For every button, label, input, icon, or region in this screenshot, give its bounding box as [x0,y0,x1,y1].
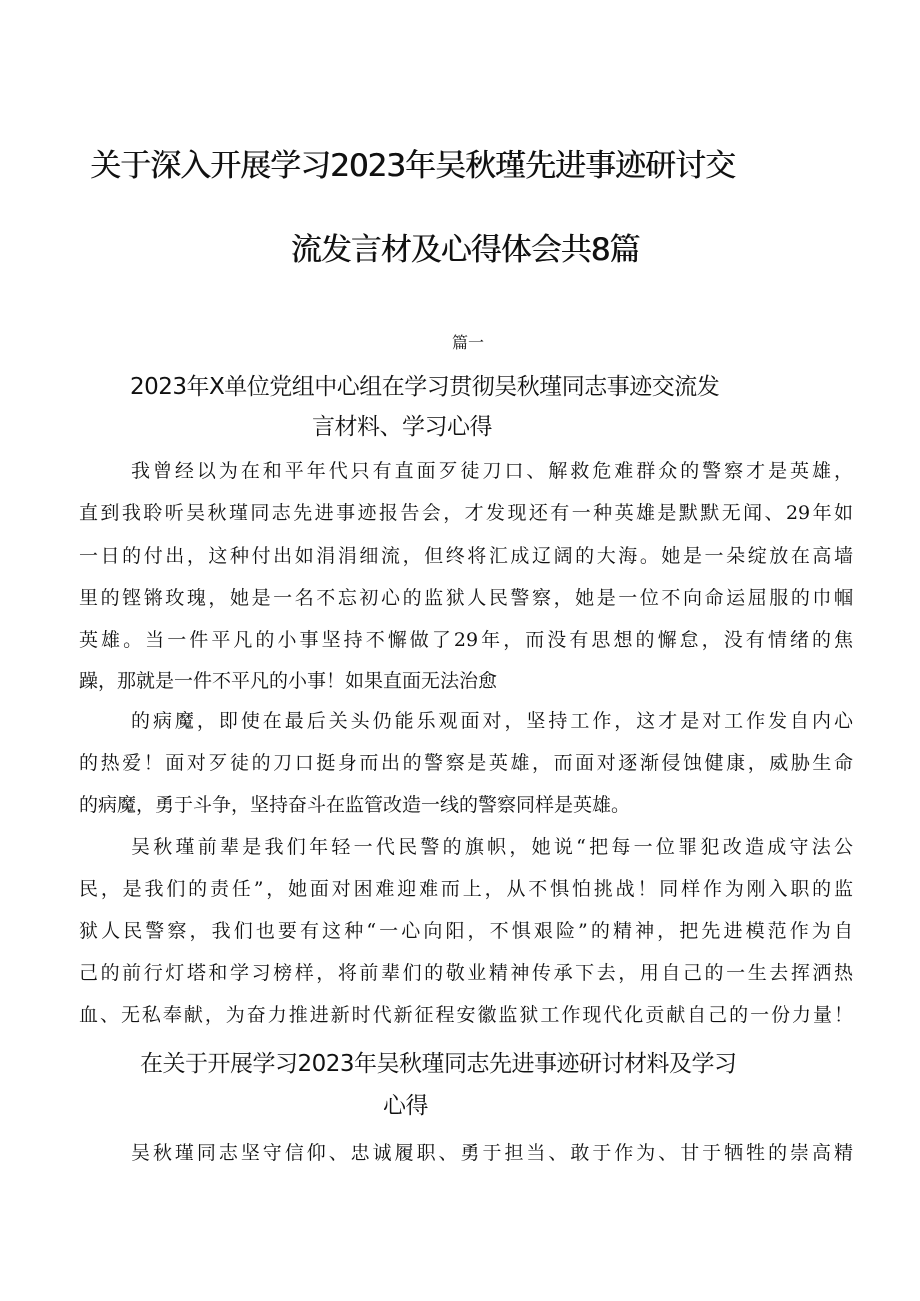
article-1-heading-line-1: 2023年X单位党组中心组在学习贯彻吴秋瑾同志事迹交流发 [130,374,720,400]
paragraph-line: 血、无私奉献，为奋力推进新时代新征程安徽监狱工作现代化贡献自己的一份力量！ [79,1004,853,1026]
paragraph-line: 的病魔，即使在最后关头仍能乐观面对，坚持工作，这才是对工作发自内心 [131,710,853,732]
article-2-heading-line-1: 在关于开展学习2023年吴秋瑾同志先进事迹研讨材料及学习 [140,1051,737,1077]
paragraph-line: 我曾经以为在和平年代只有直面歹徒刀口、解救危难群众的警察才是英雄， [131,460,853,482]
section-label: 篇一 [451,333,484,352]
paragraph-line: 民，是我们的责任”，她面对困难迎难而上，从不惧怕挑战！同样作为刚入职的监 [79,878,853,900]
paragraph-line: 吴秋瑾同志坚守信仰、忠诚履职、勇于担当、敢于作为、甘于牺牲的崇高精 [131,1142,853,1164]
paragraph-line: 直到我聆听吴秋瑾同志先进事迹报告会，才发现还有一种英雄是默默无闻、29年如 [79,502,853,524]
article-1-heading-line-2: 言材料、学习心得 [312,414,492,440]
paragraph-line: 吴秋瑾前辈是我们年轻一代民警的旗帜，她说“把每一位罪犯改造成守法公 [131,836,853,858]
document-title-line-1: 关于深入开展学习2023年吴秋瑾先进事迹研讨交 [90,148,735,184]
paragraph-line: 一日的付出，这种付出如涓涓细流，但终将汇成辽阔的大海。她是一朵绽放在高墙 [79,545,853,567]
paragraph-line: 里的铿锵玫瑰，她是一名不忘初心的监狱人民警察，她是一位不向命运屈服的巾帼 [79,587,853,609]
paragraph-line: 的热爱！面对歹徒的刀口挺身而出的警察是英雄，而面对逐渐侵蚀健康，威胁生命 [79,752,853,774]
article-2-heading-line-2: 心得 [383,1093,428,1119]
document-title-line-2: 流发言材及心得体会共8篇 [290,232,640,268]
paragraph-line: 狱人民警察，我们也要有这种“一心向阳，不惧艰险”的精神，把先进模范作为自 [79,920,853,942]
paragraph-line: 躁，那就是一件不平凡的小事！如果直面无法治愈 [79,670,498,692]
paragraph-line: 的病魔，勇于斗争，坚持奋斗在监管改造一线的警察同样是英雄。 [79,794,631,816]
paragraph-line: 英雄。当一件平凡的小事坚持不懈做了29年，而没有思想的懈怠，没有情绪的焦 [79,629,853,651]
paragraph-line: 己的前行灯塔和学习榜样，将前辈们的敬业精神传承下去，用自己的一生去挥洒热 [79,962,853,984]
